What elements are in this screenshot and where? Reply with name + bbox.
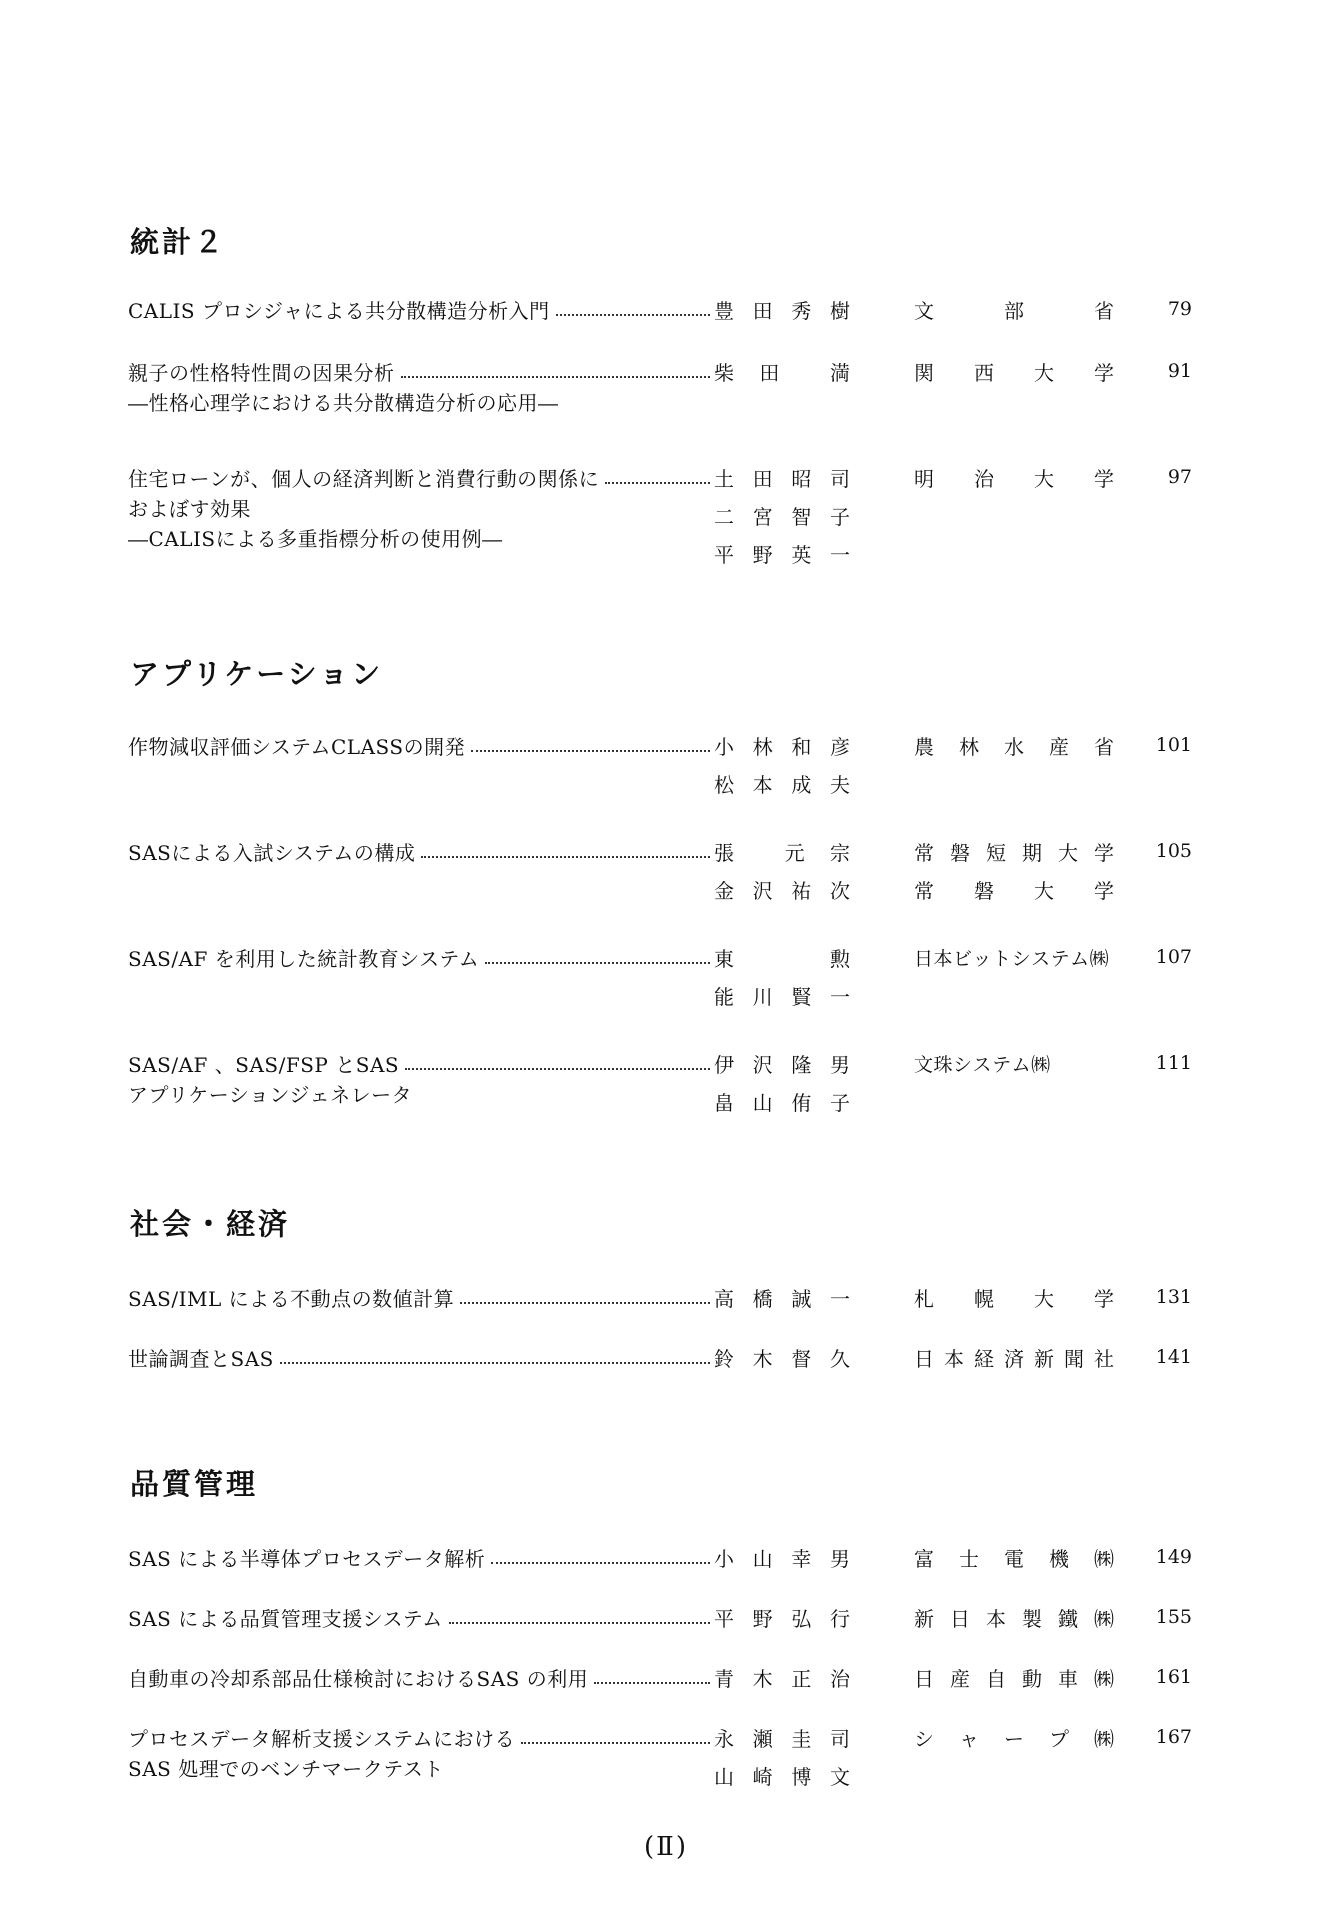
entry-author (714, 498, 850, 532)
entry-title: SAS/AF 、SAS/FSP とSAS (128, 1052, 400, 1077)
author-char: 昭 (791, 466, 812, 491)
entry-author (714, 1758, 850, 1792)
author-char: 張 (714, 840, 734, 865)
author-char: 高 (714, 1286, 734, 1311)
author-char: 文 (829, 1764, 850, 1789)
entry-title-cell (128, 1280, 712, 1314)
toc-entry (128, 1340, 1192, 1374)
dot-leader (280, 1362, 710, 1364)
entry-title: SAS による半導体プロセスデータ解析 (128, 1546, 486, 1571)
entry-affiliation (914, 1046, 1114, 1080)
author-char: 行 (829, 1606, 850, 1631)
dot-leader (556, 314, 710, 316)
author-char: 伊 (714, 1052, 734, 1077)
author-char: 隆 (791, 1052, 812, 1077)
entry-title-cell (128, 292, 712, 326)
entry-main-line (128, 1340, 1192, 1374)
author-char: 沢 (752, 878, 773, 903)
toc-entry (128, 460, 1192, 567)
author-char: 智 (791, 504, 812, 529)
affiliation-char: 産 (1049, 734, 1069, 759)
section-heading: 品質管理 (130, 1467, 259, 1501)
toc-entry (128, 1720, 1192, 1789)
entry-page-number: 101 (1155, 734, 1192, 756)
author-char: 博 (791, 1764, 812, 1789)
affiliation-char: 機 (1049, 1546, 1069, 1571)
entry-author (714, 1340, 850, 1374)
author-char: 川 (752, 984, 773, 1009)
entry-affiliation (914, 354, 1114, 388)
affiliation-char: 大 (1058, 840, 1078, 865)
author-char: 野 (752, 542, 773, 567)
entry-page-number: 91 (1167, 360, 1192, 382)
entry-author (714, 1660, 850, 1694)
affiliation-char: テ (1050, 947, 1071, 970)
author-char: 山 (752, 1090, 773, 1115)
toc-entry (128, 834, 1192, 903)
affiliation-char: 大 (1034, 1286, 1054, 1311)
entry-affiliation (914, 834, 1114, 868)
author-char: 弘 (791, 1606, 812, 1631)
entry-affiliation (914, 872, 1114, 906)
entry-title: 住宅ローンが、個人の経済判断と消費行動の関係に (128, 466, 600, 491)
entry-title-cell (128, 1340, 712, 1374)
section-heading: 統計２ (130, 225, 227, 259)
entry-page-number: 155 (1155, 1606, 1192, 1628)
author-char: 侑 (791, 1090, 812, 1115)
affiliation-char: 自 (986, 1666, 1006, 1691)
affiliation-char: テ (992, 1053, 1012, 1076)
entry-author (714, 460, 850, 494)
author-char: 英 (791, 542, 812, 567)
author-char: 田 (752, 466, 773, 491)
entry-subtitle: およぼす効果 (128, 497, 251, 521)
author-char: 橋 (752, 1286, 773, 1311)
affiliation-char: ㈱ (1094, 1666, 1114, 1691)
affiliation-char: 日 (914, 947, 934, 970)
entry-main-line (128, 354, 1192, 415)
affiliation-char: ム (1011, 1053, 1032, 1076)
author-char: 田 (752, 298, 773, 323)
entry-subtitle: ―性格心理学における共分散構造分析の応用― (128, 391, 559, 415)
author-char: 一 (829, 1286, 850, 1311)
affiliation-char: ム (1070, 947, 1090, 970)
entry-author (714, 728, 850, 762)
entry-page-number: 105 (1155, 840, 1192, 862)
entry-main-line (128, 834, 1192, 903)
affiliation-char: 本 (933, 947, 954, 970)
dot-leader (491, 1562, 710, 1564)
author-char: 宮 (752, 504, 773, 529)
entry-main-line (128, 1280, 1192, 1314)
toc-entry (128, 1600, 1192, 1634)
affiliation-char: 文 (914, 1053, 934, 1076)
affiliation-char: 経 (974, 1346, 994, 1371)
author-char: 一 (829, 542, 850, 567)
affiliation-char: 製 (1022, 1606, 1042, 1631)
entry-affiliation (914, 1660, 1114, 1694)
author-char: 木 (752, 1346, 773, 1371)
affiliation-char: 産 (950, 1666, 970, 1691)
affiliation-char: ㈱ (1094, 1546, 1114, 1571)
dot-leader (421, 856, 710, 858)
affiliation-char: シ (953, 1053, 973, 1076)
affiliation-char: 大 (1034, 466, 1054, 491)
author-char: 金 (714, 878, 734, 903)
entry-author (714, 354, 850, 388)
author-char: 松 (714, 772, 734, 797)
entry-title: SAS による品質管理支援システム (128, 1606, 443, 1631)
entry-main-line (128, 940, 1192, 1009)
entry-title: 世論調査とSAS (128, 1346, 274, 1371)
entry-author (714, 978, 850, 1012)
affiliation-char: 期 (1022, 840, 1042, 865)
entry-title: SAS/IML による不動点の数値計算 (128, 1286, 455, 1311)
entry-title-cell (128, 940, 712, 974)
affiliation-char: ㈱ (1094, 1606, 1114, 1631)
entry-title-cell (128, 1046, 712, 1080)
entry-affiliation (914, 1600, 1114, 1634)
affiliation-char: シ (1011, 947, 1032, 970)
entry-affiliation (914, 940, 1114, 974)
affiliation-char: 西 (974, 360, 994, 385)
section-heading: 社会・経済 (130, 1207, 291, 1241)
author-char: 柴 (714, 360, 734, 385)
entry-page-number: 79 (1167, 298, 1192, 320)
entry-title: SAS/AF を利用した統計教育システム (128, 946, 480, 971)
affiliation-char: ス (1031, 947, 1051, 970)
dot-leader (485, 962, 710, 964)
affiliation-char: 鐵 (1058, 1606, 1078, 1631)
entry-title: 自動車の冷却系部品仕様検討におけるSAS の利用 (128, 1666, 589, 1691)
affiliation-char: ス (972, 1053, 993, 1076)
entry-author (714, 1084, 850, 1118)
affiliation-char: 本 (986, 1606, 1006, 1631)
affiliation-char: 済 (1004, 1346, 1024, 1371)
dot-leader (405, 1068, 710, 1070)
affiliation-char: 水 (1004, 734, 1024, 759)
affiliation-char: ー (1004, 1726, 1024, 1751)
author-char: 山 (714, 1764, 734, 1789)
entry-affiliation (914, 460, 1114, 494)
affiliation-char: 日 (950, 1606, 970, 1631)
author-char: 宗 (829, 840, 850, 865)
affiliation-char: 車 (1058, 1666, 1078, 1691)
toc-entry (128, 728, 1192, 797)
affiliation-char: 電 (1004, 1546, 1024, 1571)
entry-page-number: 131 (1155, 1286, 1192, 1308)
toc-entry (128, 1540, 1192, 1574)
entry-affiliation (914, 1540, 1114, 1574)
entry-main-line (128, 292, 1192, 326)
entry-affiliation (914, 1280, 1114, 1314)
author-char: 久 (829, 1346, 850, 1371)
author-char: 幸 (791, 1546, 812, 1571)
author-char: 青 (714, 1666, 734, 1691)
entry-title: 親子の性格特性間の因果分析 (128, 360, 395, 385)
entry-main-line (128, 1660, 1192, 1694)
entry-subtitle: ―CALISによる多重指標分析の使用例― (128, 527, 503, 551)
entry-page-number: 97 (1167, 466, 1192, 488)
affiliation-char: 部 (1004, 298, 1024, 323)
author-char: 二 (714, 504, 734, 529)
author-char: 小 (714, 734, 734, 759)
author-char: 山 (752, 1546, 773, 1571)
author-char: 子 (829, 504, 850, 529)
entry-title: 作物減収評価システムCLASSの開発 (128, 734, 466, 759)
author-char: 沢 (752, 1052, 773, 1077)
affiliation-char: ッ (972, 947, 993, 970)
author-char: 永 (714, 1726, 734, 1751)
affiliation-char: 日 (914, 1666, 934, 1691)
affiliation-char: 学 (1094, 1286, 1114, 1311)
entry-main-line (128, 1540, 1192, 1574)
affiliation-char: 士 (959, 1546, 979, 1571)
entry-title-cell (128, 728, 712, 762)
toc-entry (128, 1280, 1192, 1314)
author-char: 夫 (829, 772, 850, 797)
entry-author (714, 766, 850, 800)
affiliation-char: ト (992, 947, 1012, 970)
affiliation-char: 常 (914, 840, 934, 865)
affiliation-char: 磐 (974, 878, 994, 903)
affiliation-char: 大 (1034, 878, 1054, 903)
dot-leader (449, 1622, 710, 1624)
affiliation-char: 明 (914, 466, 934, 491)
author-char: 男 (829, 1052, 850, 1077)
entry-affiliation (914, 1720, 1114, 1754)
author-char: 林 (752, 734, 773, 759)
affiliation-char: 大 (1034, 360, 1054, 385)
entry-main-line (128, 1600, 1192, 1634)
entry-page-number: 161 (1155, 1666, 1192, 1688)
entry-subtitle: アプリケーションジェネレータ (128, 1083, 413, 1107)
author-char: 土 (714, 466, 734, 491)
author-char: 小 (714, 1546, 734, 1571)
author-char: 秀 (791, 298, 812, 323)
author-char: 男 (829, 1546, 850, 1571)
affiliation-char: 学 (1094, 466, 1114, 491)
affiliation-char: 治 (974, 466, 994, 491)
author-char: 畠 (714, 1090, 734, 1115)
author-char: 平 (714, 542, 734, 567)
affiliation-char: ャ (959, 1726, 979, 1751)
toc-entry (128, 940, 1192, 1009)
author-char: 彦 (829, 734, 850, 759)
toc-entry (128, 292, 1192, 326)
entry-subtitle: SAS 処理でのベンチマークテスト (128, 1757, 444, 1781)
entry-author (714, 536, 850, 570)
affiliation-char: 文 (914, 298, 934, 323)
author-char: 勲 (830, 946, 850, 971)
affiliation-char: 珠 (933, 1053, 954, 1076)
author-char: 野 (752, 1606, 773, 1631)
author-char: 和 (791, 734, 812, 759)
entry-title-cell (128, 354, 712, 388)
entry-title-cell (128, 834, 712, 868)
affiliation-char: 学 (1094, 878, 1114, 903)
toc-entry (128, 1046, 1192, 1115)
entry-author (714, 1720, 850, 1754)
affiliation-char: 新 (1034, 1346, 1054, 1371)
affiliation-char: 幌 (974, 1286, 994, 1311)
entry-author (714, 1046, 850, 1080)
affiliation-char: 磐 (950, 840, 970, 865)
author-char: 瀬 (752, 1726, 773, 1751)
affiliation-char: ㈱ (1031, 1053, 1051, 1076)
entry-title: CALIS プロシジャによる共分散構造分析入門 (128, 298, 550, 323)
author-char: 誠 (791, 1286, 812, 1311)
entry-main-line (128, 1046, 1192, 1115)
author-char: 元 (784, 840, 805, 865)
entry-main-line (128, 1720, 1192, 1789)
entry-title: SASによる入試システムの構成 (128, 840, 416, 865)
affiliation-char: ㈱ (1089, 947, 1110, 970)
author-char: 正 (791, 1666, 812, 1691)
affiliation-char: 富 (914, 1546, 934, 1571)
entry-affiliation (914, 728, 1114, 762)
dot-leader (460, 1302, 710, 1304)
affiliation-char: 関 (914, 360, 934, 385)
author-char: 能 (714, 984, 734, 1009)
author-char: 満 (829, 360, 850, 385)
affiliation-char: プ (1049, 1726, 1069, 1751)
affiliation-char: 省 (1094, 734, 1114, 759)
affiliation-char: 新 (914, 1606, 934, 1631)
affiliation-char: 日 (914, 1346, 934, 1371)
entry-title-cell (128, 460, 712, 494)
affiliation-char: ビ (953, 947, 973, 970)
entry-page-number: 149 (1155, 1546, 1192, 1568)
author-char: 崎 (752, 1764, 773, 1789)
author-char: 司 (829, 466, 850, 491)
entry-main-line (128, 460, 1192, 567)
author-char: 樹 (829, 298, 850, 323)
dot-leader (401, 376, 711, 378)
dot-leader (521, 1742, 710, 1744)
entry-affiliation (914, 292, 1114, 326)
affiliation-char: シ (914, 1726, 934, 1751)
entry-page-number: 107 (1155, 946, 1192, 968)
entry-main-line (128, 728, 1192, 797)
entry-author (714, 1280, 850, 1314)
dot-leader (594, 1682, 710, 1684)
author-char: 祐 (791, 878, 812, 903)
author-char: 司 (829, 1726, 850, 1751)
entry-author (714, 1600, 850, 1634)
affiliation-char: 社 (1094, 1346, 1114, 1371)
dot-leader (471, 750, 710, 752)
page-folio: (Ⅱ) (644, 1832, 688, 1862)
author-char: 本 (752, 772, 773, 797)
affiliation-char: ㈱ (1094, 1726, 1114, 1751)
entry-title-cell (128, 1660, 712, 1694)
author-char: 次 (829, 878, 850, 903)
affiliation-char: 札 (914, 1286, 934, 1311)
entry-author (714, 872, 850, 906)
author-char: 成 (791, 772, 812, 797)
entry-title-cell (128, 1540, 712, 1574)
entry-title-cell (128, 1600, 712, 1634)
author-char: 平 (714, 1606, 734, 1631)
affiliation-char: 短 (986, 840, 1006, 865)
entry-author (714, 292, 850, 326)
author-char: 圭 (791, 1726, 812, 1751)
affiliation-char: 学 (1094, 840, 1114, 865)
affiliation-char: 省 (1094, 298, 1114, 323)
author-char: 東 (714, 946, 734, 971)
affiliation-char: 林 (959, 734, 979, 759)
entry-title: プロセスデータ解析支援システムにおける (128, 1726, 516, 1751)
dot-leader (605, 482, 710, 484)
affiliation-char: 常 (914, 878, 934, 903)
affiliation-char: 聞 (1064, 1346, 1084, 1371)
entry-page-number: 167 (1155, 1726, 1192, 1748)
author-char: 木 (752, 1666, 773, 1691)
entry-title-cell (128, 1720, 712, 1754)
affiliation-char: 学 (1094, 360, 1114, 385)
toc-entry (128, 1660, 1192, 1694)
author-char: 一 (829, 984, 850, 1009)
entry-author (714, 940, 850, 974)
entry-author (714, 1540, 850, 1574)
entry-author (714, 834, 850, 868)
entry-page-number: 111 (1155, 1052, 1192, 1074)
author-char: 子 (829, 1090, 850, 1115)
affiliation-char: 農 (914, 734, 934, 759)
affiliation-char: 動 (1022, 1666, 1042, 1691)
toc-entry (128, 354, 1192, 415)
entry-affiliation (914, 1340, 1114, 1374)
author-char: 賢 (791, 984, 812, 1009)
author-char: 治 (829, 1666, 850, 1691)
section-heading: アプリケーション (130, 657, 384, 691)
affiliation-char: 本 (944, 1346, 964, 1371)
author-char: 豊 (714, 298, 734, 323)
author-char: 田 (759, 360, 780, 385)
author-char: 鈴 (714, 1346, 734, 1371)
entry-page-number: 141 (1155, 1346, 1192, 1368)
author-char: 督 (791, 1346, 812, 1371)
